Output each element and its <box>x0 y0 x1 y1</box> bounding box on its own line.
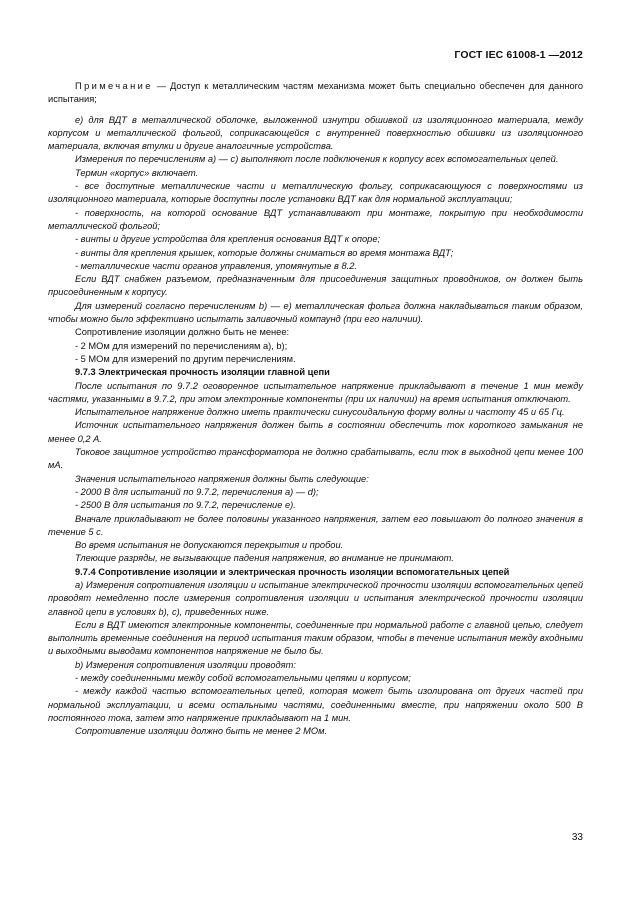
paragraph: Вначале прикладывают не более половины указанного напряжения, затем его повышают до полного значения в течение 5 с. <box>48 513 583 537</box>
paragraph: Испытательное напряжение должно иметь практически синусоидальную форму волны и частоту 45 и 65 Гц. <box>75 407 565 418</box>
paragraph: - 2 МОм для измерений по перечислениям а), b); <box>75 340 288 351</box>
section-heading: 9.7.3 Электрическая прочность изоляции главной цепи <box>75 367 330 378</box>
paragraph: - 5 МОм для измерений по другим перечислениям. <box>75 353 296 364</box>
paragraph: Для измерений согласно перечислениям b) — е) металлическая фольга должна накладываться таким образом, чтобы можно было эффективно испытать заливочный компаунд (при его наличии). <box>48 300 583 325</box>
note-paragraph <box>48 80 583 107</box>
paragraph: - винты для крепления крышек, которые должны сниматься во время монтажа ВДТ; <box>75 247 454 258</box>
paragraph: - между соединенными между собой вспомогательными цепями и корпусом; <box>75 673 411 684</box>
paragraph: Во время испытания не допускаются перекрытия и пробои. <box>75 540 344 551</box>
paragraph: - 2500 В для испытания по 9.7.2, перечисление е). <box>75 500 296 511</box>
paragraph: Если ВДТ снабжен разъемом, предназначенным для присоединения защитных проводников, он должен быть присоединенным к корпусу. <box>48 274 583 298</box>
paragraph: Если в ВДТ имеются электронные компоненты, соединенные при нормальной работе с главной цепью, следует выполнить временные соединения на период испытания таким образом, чтобы в течение испытания между входными и выходными выводами компонентов напряжение не было бы. <box>48 619 583 657</box>
paragraph: Термин «корпус» включает. <box>75 167 199 178</box>
paragraph: - винты и другие устройства для крепления основания ВДТ к опоре; <box>75 234 381 245</box>
paragraph: b) Измерения сопротивления изоляции проводят: <box>75 659 296 670</box>
section-heading: 9.7.4 Сопротивление изоляции и электрическая прочность изоляции вспомогательных цепей <box>75 566 510 577</box>
paragraph: После испытания по 9.7.2 оговоренное испытательное напряжение прикладывают в течение 1 мин между частями, указанными в 9.7.2, при этом электронные компоненты (при их наличии) на время испытания отключают. <box>48 380 583 404</box>
note-text: — Доступ к металлическим частям механизма может быть специально обеспечен для данного испытания; <box>48 81 583 105</box>
paragraph: Токовое защитное устройство трансформатора не должно срабатывать, если ток в выходной цепи менее 100 мА. <box>48 447 583 471</box>
page-body <box>48 80 583 739</box>
paragraph: - между каждой частью вспомогательных цепей, которая может быть изолирована от других частей при нормальной эксплуатации, и всеми остальными частями, соединенными вместе, при напряжении около 500 В постоянного тока, затем это напряжение прикладывают на 1 мин. <box>48 686 583 723</box>
paragraph: Сопротивление изоляции должно быть не менее: <box>75 327 290 338</box>
paragraph: Источник испытательного напряжения должен быть в состоянии обеспечить ток короткого замыкания не менее 0,2 А. <box>48 420 583 444</box>
paragraph: Тлеющие разряды, не вызывающие падения напряжения, во внимание не принимают. <box>75 553 454 564</box>
page-number: 33 <box>571 832 583 843</box>
note-label: Примечание <box>75 81 153 91</box>
paragraph: Значения испытательного напряжения должны быть следующие: <box>75 473 369 484</box>
paragraph: Измерения по перечислениям а) — с) выполняют после подключения к корпусу всех вспомогательных цепей. <box>75 154 559 165</box>
document-header: ГОСТ IEC 61008-1 —2012 <box>454 49 583 61</box>
paragraph: - металлические части органов управления, упомянутые в 8.2. <box>75 260 357 271</box>
paragraph: а) Измерения сопротивления изоляции и испытание электрической прочности изоляции вспомогательных цепей проводят немедленно после измерения сопротивления изоляции и испытания электрической прочности изоляции главной цепи в условиях b), с), приведенных ниже. <box>48 579 583 617</box>
paragraph: е) для ВДТ в металлической оболочке, выложенной изнутри обшивкой из изоляционного материала, между корпусом и металлической фольгой, соприкасающейся с внутренней поверхностью обшивки из изоляционного материала, включая втулки и другие аналогичные устройства. <box>48 114 583 152</box>
paragraph: - 2000 В для испытаний по 9.7.2, перечисления а) — d); <box>75 486 319 497</box>
paragraph: - все доступные металлические части и металлическую фольгу, соприкасающуюся с поверхностями из изоляционного материала, которые доступны после установки ВДТ как для нормальной эксплуатации; <box>48 181 583 205</box>
paragraph: Сопротивление изоляции должно быть не менее 2 МОм. <box>75 726 328 737</box>
paragraph: - поверхность, на которой основание ВДТ устанавливают при монтаже, покрытую при необходимости металлической фольгой; <box>48 207 583 231</box>
